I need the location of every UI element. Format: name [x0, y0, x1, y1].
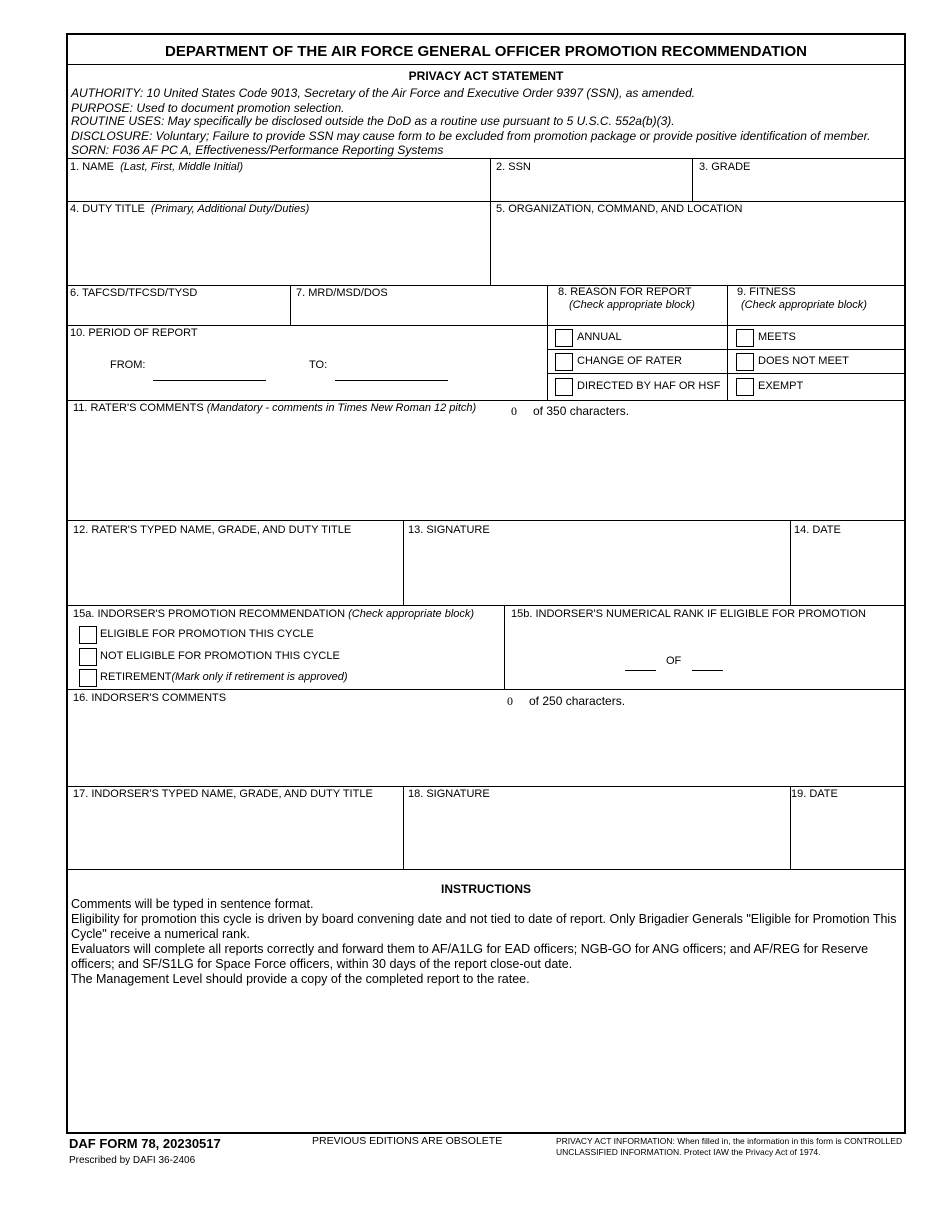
- rank-label: 15b. INDORSER'S NUMERICAL RANK IF ELIGIBLE FOR PROMOTION: [511, 608, 866, 620]
- fitness-exempt-checkbox[interactable]: [736, 378, 754, 396]
- instructions-line: Evaluators will complete all reports correctly and forward them to AF/A1LG for EAD officers; NGB-GO for ANG officers; and AF/REG for Reserve officers; and SF/S1LG for Space Force officers, within 30 days of the report close-out date.: [71, 942, 869, 971]
- retirement-checkbox[interactable]: [79, 669, 97, 687]
- rater-comments-input[interactable]: [72, 422, 900, 516]
- divider: [66, 400, 906, 401]
- divider: [490, 158, 491, 286]
- eligible-checkbox[interactable]: [79, 626, 97, 644]
- rater-comments-label: 11. RATER'S COMMENTS (Mandatory - comments in Times New Roman 12 pitch): [73, 402, 477, 414]
- indorser-date-label: 19. DATE: [791, 788, 838, 800]
- duty-title-input[interactable]: [72, 220, 484, 282]
- divider: [547, 285, 548, 400]
- divider: [547, 349, 906, 350]
- fitness-exempt-label: EXEMPT: [758, 380, 804, 392]
- divider: [66, 201, 906, 202]
- rater-comments-count: 0: [511, 404, 517, 418]
- organization-input[interactable]: [498, 220, 900, 282]
- to-date-input[interactable]: [335, 364, 448, 381]
- divider: [790, 520, 791, 605]
- from-date-input[interactable]: [153, 364, 266, 381]
- rater-date-label: 14. DATE: [794, 524, 841, 536]
- divider: [66, 786, 906, 787]
- indorser-comments-count: 0: [507, 694, 513, 708]
- divider: [290, 285, 291, 325]
- divider: [66, 158, 906, 159]
- reason-directed-label: DIRECTED BY HAF OR HSF: [577, 380, 721, 392]
- privacy-act-information: PRIVACY ACT INFORMATION: When filled in, the information in this form is CONTROLLED UNCLASSIFIED INFORMATION. Protect IAW the Privacy Act of 1974.: [556, 1136, 903, 1157]
- divider: [403, 786, 404, 869]
- grade-input[interactable]: [700, 178, 900, 198]
- indorser-comments-counter: 0 of 250 characters.: [507, 694, 626, 708]
- fitness-does-not-meet-checkbox[interactable]: [736, 353, 754, 371]
- name-input[interactable]: [72, 178, 482, 198]
- previous-editions-notice: PREVIOUS EDITIONS ARE OBSOLETE: [312, 1135, 503, 1147]
- indorser-name-label: 17. INDORSER'S TYPED NAME, GRADE, AND DUTY TITLE: [73, 788, 373, 800]
- privacy-sorn: SORN: F036 AF PC A, Effectiveness/Performance Reporting Systems: [71, 143, 444, 157]
- divider: [66, 64, 906, 65]
- reason-annual-checkbox[interactable]: [555, 329, 573, 347]
- form-number: DAF FORM 78, 20230517: [69, 1136, 221, 1151]
- indorser-comments-label: 16. INDORSER'S COMMENTS: [73, 692, 227, 704]
- rater-name-label: 12. RATER'S TYPED NAME, GRADE, AND DUTY TITLE: [73, 524, 352, 536]
- fitness-meets-label: MEETS: [758, 331, 796, 343]
- ssn-input[interactable]: [498, 178, 684, 198]
- rater-comments-counter: 0 of 350 characters.: [511, 404, 630, 418]
- divider: [66, 520, 906, 521]
- divider: [66, 605, 906, 606]
- period-label: 10. PERIOD OF REPORT: [70, 327, 198, 339]
- indorser-signature-label: 18. SIGNATURE: [408, 788, 490, 800]
- instructions-line: The Management Level should provide a copy of the completed report to the ratee.: [71, 972, 530, 986]
- indorser-name-input[interactable]: [73, 806, 397, 864]
- privacy-heading: PRIVACY ACT STATEMENT: [408, 69, 564, 83]
- privacy-purpose: PURPOSE: Used to document promotion selection.: [71, 101, 345, 115]
- indorser-comments-input[interactable]: [72, 712, 900, 782]
- privacy-routine-uses: ROUTINE USES: May specifically be disclosed outside the DoD as a routine use pursuant to 5 U.S.C. 552a(b)(3).: [71, 114, 675, 128]
- reason-change-of-rater-checkbox[interactable]: [555, 353, 573, 371]
- mrd-input[interactable]: [298, 303, 540, 321]
- duty-title-label: 4. DUTY TITLE (Primary, Additional Duty/Duties): [70, 203, 310, 215]
- not-eligible-label: NOT ELIGIBLE FOR PROMOTION THIS CYCLE: [100, 650, 340, 662]
- ssn-label: 2. SSN: [496, 161, 531, 173]
- prescribed-by: Prescribed by DAFI 36-2406: [69, 1155, 196, 1166]
- form-title: DEPARTMENT OF THE AIR FORCE GENERAL OFFICER PROMOTION RECOMMENDATION: [165, 43, 807, 60]
- retirement-label: RETIREMENT(Mark only if retirement is approved): [100, 671, 348, 683]
- reason-label: 8. REASON FOR REPORT: [558, 286, 692, 298]
- fitness-hint: (Check appropriate block): [741, 299, 867, 311]
- mrd-label: 7. MRD/MSD/DOS: [296, 287, 388, 299]
- fitness-label: 9. FITNESS: [737, 286, 796, 298]
- fitness-meets-checkbox[interactable]: [736, 329, 754, 347]
- to-label: TO:: [309, 359, 328, 371]
- privacy-disclosure: DISCLOSURE: Voluntary; Failure to provide SSN may cause form to be excluded from promotion package or provide positive identification of member.: [71, 129, 871, 143]
- instructions-line: Comments will be typed in sentence format.: [71, 897, 314, 911]
- tafcsd-label: 6. TAFCSD/TFCSD/TYSD: [70, 287, 198, 299]
- divider: [403, 520, 404, 605]
- divider: [727, 285, 728, 400]
- not-eligible-checkbox[interactable]: [79, 648, 97, 666]
- rater-name-input[interactable]: [73, 542, 397, 600]
- name-label: 1. NAME (Last, First, Middle Initial): [70, 161, 244, 173]
- privacy-authority: AUTHORITY: 10 United States Code 9013, Secretary of the Air Force and Executive Order 9397 (SSN), as amended.: [71, 86, 696, 100]
- instructions-heading: INSTRUCTIONS: [441, 882, 531, 896]
- divider: [547, 373, 906, 374]
- instructions-line: Eligibility for promotion this cycle is driven by board convening date and not tied to date of report. Only Brigadier Generals "Eligible for Promotion This Cycle" receive a numerical rank.: [71, 912, 897, 941]
- rater-date-input[interactable]: [795, 560, 900, 580]
- rank-of-label: OF: [666, 655, 682, 667]
- organization-label: 5. ORGANIZATION, COMMAND, AND LOCATION: [496, 203, 743, 215]
- reason-directed-checkbox[interactable]: [555, 378, 573, 396]
- recommendation-label: 15a. INDORSER'S PROMOTION RECOMMENDATION (Check appropriate block): [73, 608, 475, 620]
- reason-hint: (Check appropriate block): [569, 299, 695, 311]
- from-label: FROM:: [110, 359, 146, 371]
- divider: [66, 325, 906, 326]
- rank-total-input[interactable]: [692, 654, 723, 671]
- rater-signature-label: 13. SIGNATURE: [408, 524, 490, 536]
- divider: [66, 689, 906, 690]
- indorser-date-input[interactable]: [795, 826, 900, 846]
- fitness-does-not-meet-label: DOES NOT MEET: [758, 355, 849, 367]
- reason-annual-label: ANNUAL: [577, 331, 622, 343]
- divider: [504, 605, 505, 689]
- grade-label: 3. GRADE: [699, 161, 751, 173]
- divider: [66, 869, 906, 870]
- rank-number-input[interactable]: [625, 654, 656, 671]
- rater-signature-field[interactable]: [408, 542, 784, 600]
- divider: [692, 158, 693, 201]
- reason-change-of-rater-label: CHANGE OF RATER: [577, 355, 682, 367]
- indorser-signature-field[interactable]: [408, 806, 784, 864]
- eligible-label: ELIGIBLE FOR PROMOTION THIS CYCLE: [100, 628, 314, 640]
- tafcsd-input[interactable]: [72, 303, 284, 321]
